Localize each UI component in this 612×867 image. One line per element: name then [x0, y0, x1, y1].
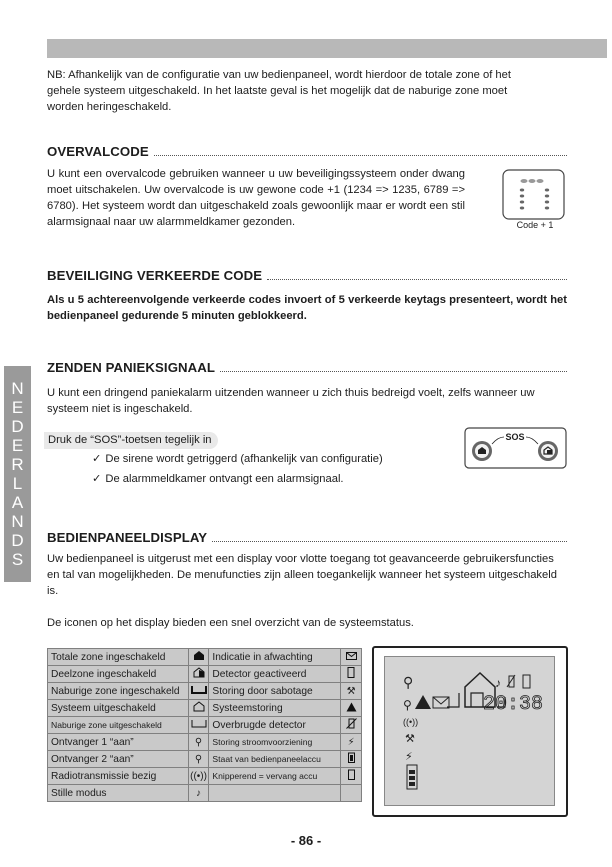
svg-text:((•)): ((•)) — [403, 717, 419, 727]
legend-label: Deelzone ingeschakeld — [48, 666, 189, 683]
table-row — [48, 700, 362, 717]
heading-text: BEVEILIGING VERKEERDE CODE — [47, 268, 263, 283]
legend-label: Stille modus — [48, 785, 189, 802]
side-tab-letter: E — [11, 435, 24, 455]
verkeerde-code-paragraph: Als u 5 achtereenvolgende verkeerde codes invoert of 5 verkeerde keytags presenteert, wordt het bedienpaneel gedurende 5 minuten geblokkeerd. — [47, 294, 567, 322]
legend-label: Ontvanger 1 “aan” — [48, 734, 189, 751]
lcd-display-illustration — [372, 646, 568, 817]
heading-text: ZENDEN PANIEKSIGNAAL — [47, 360, 216, 375]
dotted-leader — [212, 541, 567, 542]
legend-label: Naburige zone uitgeschakeld — [48, 717, 189, 734]
side-tab-letter: R — [11, 454, 24, 474]
display-paragraph: Uw bedienpaneel is uitgerust met een display voor vlotte toegang tot geavanceerde gebruikersfuncties en tal van mogelijkheden. De menufuncties zijn alleen toegankelijk wanneer het systeem uitgeschakeld is. — [47, 553, 557, 597]
legend-label: Systeem uitgeschakeld — [48, 700, 189, 717]
svg-text:⚡: ⚡ — [405, 751, 413, 763]
legend-label — [209, 785, 341, 802]
lcd-time: 20:38 — [482, 693, 544, 716]
silent-icon: ♪ — [188, 785, 209, 802]
overvalcode-paragraph: U kunt een overvalcode gebruiken wanneer u uw beveiligingssysteem onder dwang moet uitschakelen. Uw overvalcode is uw gewone code +1 (1234 => 1235, 6789 => 6780). Het systeem wordt dan uitgeschakeld zoals gewoonlijk maar er wordt een stil alarmsignaal naar uw alarmmeldkamer gezonden. — [47, 168, 465, 228]
dotted-leader — [154, 155, 567, 156]
sos-keys-illustration — [464, 427, 567, 469]
heading-text: BEDIENPANEELDISPLAY — [47, 530, 208, 545]
side-tab-letter: N — [11, 511, 24, 531]
header-bar — [47, 39, 607, 58]
house-full-icon — [188, 649, 209, 666]
legend-label: Systeemstoring — [209, 700, 341, 717]
table-row — [48, 717, 362, 734]
intro-paragraph: NB: Afhankelijk van de configuratie van uw bedienpaneel, wordt hierdoor de totale zone of het gehele systeem uitgeschakeld. In het laatste geval is het mogelijk dat de naburige zone moet worden heringeschakeld. — [47, 69, 511, 113]
dotted-leader — [220, 371, 567, 372]
side-tab-letter: S — [11, 549, 24, 569]
check-icon: ✓ — [92, 473, 102, 485]
side-tab-letter: L — [12, 473, 23, 493]
section-heading-paniek — [47, 357, 567, 375]
side-tab-letter: A — [11, 492, 24, 512]
section-heading-display — [47, 527, 567, 545]
check-icon: ✓ — [92, 453, 102, 465]
keypad-illustration — [502, 169, 565, 229]
svg-text:⚒: ⚒ — [405, 733, 415, 745]
legend-label: Totale zone ingeschakeld — [48, 649, 189, 666]
empty-cell — [341, 785, 362, 802]
section-heading-overvalcode — [47, 141, 567, 159]
legend-label: Indicatie in afwachting — [209, 649, 341, 666]
table-row — [48, 683, 362, 700]
table-row — [48, 666, 362, 683]
warning-icon — [341, 700, 362, 717]
side-tab-letter: E — [11, 397, 24, 417]
receiver-2-icon: ⚲ — [188, 751, 209, 768]
svg-text:♪: ♪ — [495, 676, 501, 690]
table-row — [48, 768, 362, 785]
receiver-1-icon: ⚲ — [188, 734, 209, 751]
lcd-screen — [384, 656, 555, 806]
side-tab-letter: N — [11, 378, 24, 398]
svg-text:⚲: ⚲ — [403, 698, 412, 712]
table-row — [48, 649, 362, 666]
legend-label: Radiotransmissie bezig — [48, 768, 189, 785]
legend-label: Knipperend = vervang accu — [209, 768, 341, 785]
legend-label: Staat van bedienpaneelaccu — [209, 751, 341, 768]
battery-empty-icon — [341, 768, 362, 785]
sos-instruction: Druk de “SOS”-toetsen tegelijk in — [44, 432, 218, 449]
heading-text: OVERVALCODE — [47, 144, 149, 159]
door-icon — [341, 666, 362, 683]
house-half-icon — [188, 666, 209, 683]
lcd-icons — [385, 657, 554, 805]
section-heading-verkeerde-code — [47, 265, 567, 283]
legend-label: Detector geactiveerd — [209, 666, 341, 683]
sos-label: SOS — [505, 432, 525, 442]
legend-label: Ontvanger 2 “aan” — [48, 751, 189, 768]
wrench-icon: ⚒ — [341, 683, 362, 700]
legend-label: Naburige zone ingeschakeld — [48, 683, 189, 700]
legend-label: Storing stroomvoorziening — [209, 734, 341, 751]
display-paragraph-2: De iconen op het display bieden een snel overzicht van de systeemstatus. — [47, 617, 414, 629]
side-tab-letter: D — [11, 416, 24, 436]
bypass-icon — [341, 717, 362, 734]
result-item — [92, 451, 383, 467]
result-item — [92, 471, 344, 487]
house-outline-icon — [188, 700, 209, 717]
battery-icon — [341, 751, 362, 768]
radio-icon: ((•)) — [188, 768, 209, 785]
power-fault-icon: ⚡ — [341, 734, 362, 751]
paniek-paragraph: U kunt een dringend paniekalarm uitzenden wanneer u zich thuis bedreigd voelt, zelfs wanneer uw systeem niet is ingeschakeld. — [47, 387, 535, 415]
side-tab-letter: D — [11, 530, 24, 550]
legend-label: Storing door sabotage — [209, 683, 341, 700]
dotted-leader — [267, 279, 567, 280]
code-plus-one-label: Code + 1 — [516, 220, 554, 229]
result-text: De sirene wordt getriggerd (afhankelijk van configuratie) — [105, 453, 383, 465]
legend-label: Overbrugde detector — [209, 717, 341, 734]
table-row — [48, 734, 362, 751]
envelope-icon — [341, 649, 362, 666]
page-number: - 86 - — [290, 833, 322, 848]
result-text: De alarmmeldkamer ontvangt een alarmsignaal. — [105, 473, 344, 485]
svg-text:⚲: ⚲ — [403, 674, 414, 690]
neighbour-zone-on-icon — [188, 683, 209, 700]
language-side-tab — [4, 366, 31, 582]
icon-legend-table — [47, 648, 362, 802]
table-row — [48, 785, 362, 802]
neighbour-zone-off-icon — [188, 717, 209, 734]
table-row — [48, 751, 362, 768]
